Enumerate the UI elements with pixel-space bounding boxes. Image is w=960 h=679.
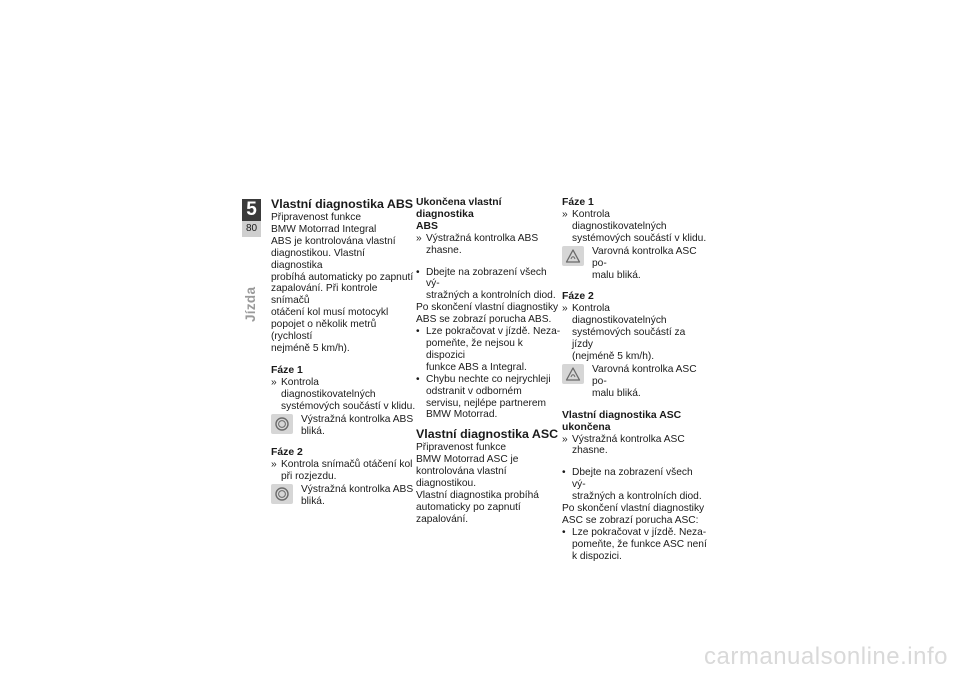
- text-line: otáčení kol musí motocykl: [271, 307, 389, 319]
- abs-intro: [271, 212, 416, 355]
- step-marker: »: [271, 376, 277, 388]
- abs-bullet-check-lamps: [416, 267, 561, 303]
- bullet-marker: •: [416, 326, 420, 338]
- abs-done-title: [416, 197, 561, 233]
- text-line: (nejméně 5 km/h).: [572, 351, 655, 363]
- asc-done-title: [562, 410, 707, 434]
- text-line: Kontrola diagnostikovatelných: [281, 376, 376, 400]
- section-title-abs: Vlastní diagnostika ABS: [271, 197, 414, 211]
- text-line: ABS se zobrazí porucha ABS.: [416, 314, 552, 326]
- text-line: popojet o několik metrů (rychlostí: [271, 319, 377, 343]
- text-line: malu bliká.: [592, 387, 641, 399]
- text-line: automaticky po zapnutí: [416, 501, 521, 513]
- step-marker: »: [562, 209, 568, 220]
- asc-bullet-continue: [562, 527, 707, 563]
- asc-phase1-title: Fáze 1: [562, 197, 594, 208]
- text-line: Varovná kontrolka ASC po-: [592, 363, 697, 387]
- text-line: zhasne.: [426, 244, 462, 256]
- text-line: Výstražná kontrolka ABS: [301, 484, 414, 496]
- text-line: ukončena: [562, 421, 611, 433]
- text-line: Výstražná kontrolka ABS: [301, 413, 414, 425]
- text-line: Kontrola snímačů otáčení kol: [281, 459, 413, 471]
- text-line: Kontrola diagnostikovatelných: [572, 303, 667, 327]
- text-line: Připravenost funkce: [416, 442, 507, 454]
- text-line: stražných a kontrolních diod.: [572, 491, 702, 503]
- text-line: BMW Motorrad ASC je: [416, 454, 519, 466]
- text-line: ABS: [416, 220, 438, 232]
- abs-warning-lamp-icon: [271, 484, 293, 504]
- text-line: systémových součástí v klidu.: [281, 400, 416, 412]
- text-line: kontrolována vlastní diagnostikou.: [416, 466, 507, 490]
- text-line: odstranit v odborném: [426, 385, 522, 397]
- column-abs-diagnostics: [271, 197, 416, 508]
- text-line: ABS je kontrolována vlastní: [271, 235, 396, 247]
- abs-bullet-continue: [416, 326, 561, 374]
- asc-intro: [416, 442, 561, 525]
- asc-phase1-step: [562, 209, 707, 245]
- text-line: Varovná kontrolka ASC po-: [592, 245, 697, 269]
- text-line: servisu, nejlépe partnerem: [426, 397, 547, 409]
- text-line: Po skončení vlastní diagnostiky: [416, 302, 559, 314]
- text-line: Dbejte na zobrazení všech vý-: [426, 266, 547, 290]
- text-line: malu bliká.: [592, 269, 641, 281]
- text-line: Vlastní diagnostika probíhá: [416, 489, 539, 501]
- abs-warning-lamp-icon: [271, 414, 293, 434]
- column-asc-phases: [562, 197, 707, 563]
- asc-phase2-step: [562, 303, 707, 363]
- text-line: Dbejte na zobrazení všech vý-: [572, 467, 693, 491]
- asc-warning-triangle-icon: [562, 364, 584, 384]
- step-marker: »: [271, 459, 277, 471]
- step-marker: »: [416, 232, 422, 244]
- chapter-number: 5: [246, 199, 257, 220]
- text-line: pomeňte, že nejsou k dispozici: [426, 337, 523, 361]
- step-marker: »: [562, 303, 568, 315]
- abs-bullet-service: [416, 374, 561, 422]
- abs-phase2-title: Fáze 2: [271, 447, 303, 459]
- text-line: Výstražná kontrolka ABS: [426, 232, 539, 244]
- abs-phase1-warning: [271, 414, 416, 438]
- watermark: carmanualsonline.info: [704, 643, 948, 670]
- column-abs-end-asc: [416, 197, 561, 526]
- text-line: probíhá automaticky po zapnutí: [271, 271, 414, 283]
- text-line: Po skončení vlastní diagnostiky: [562, 503, 705, 515]
- page-number: 80: [242, 221, 261, 237]
- text-line: zapalování. Při kontrole snímačů: [271, 283, 378, 307]
- bullet-marker: •: [416, 266, 420, 278]
- text-line: Výstražná kontrolka ASC: [572, 433, 685, 445]
- text-line: diagnostikou. Vlastní diagnostika: [271, 247, 366, 271]
- asc-warning-triangle-icon: [562, 246, 584, 266]
- text-line: pomeňte, že funkce ASC není: [572, 538, 707, 550]
- text-line: Chybu nechte co nejrychleji: [426, 373, 551, 385]
- abs-done-step: [416, 233, 561, 257]
- text-line: BMW Motorrad Integral: [271, 223, 377, 235]
- text-line: k dispozici.: [572, 550, 622, 562]
- text-line: stražných a kontrolních diod.: [426, 290, 556, 302]
- text-line: systémových součástí v klidu.: [572, 232, 707, 244]
- section-title-asc: Vlastní diagnostika ASC: [416, 427, 559, 442]
- abs-phase1-step: [271, 377, 416, 413]
- text-line: zhasne.: [572, 445, 608, 457]
- bullet-marker: •: [562, 467, 566, 479]
- text-line: Vlastní diagnostika ASC: [562, 409, 682, 421]
- chapter-tab: [242, 199, 261, 237]
- asc-phase2-title: Fáze 2: [562, 291, 594, 303]
- text-line: Lze pokračovat v jízdě. Neza-: [572, 526, 707, 538]
- text-line: bliká.: [301, 496, 325, 508]
- text-line: Ukončena vlastní diagnostika: [416, 197, 502, 220]
- text-line: funkce ABS a Integral.: [426, 361, 527, 373]
- text-line: systémových součástí za jízdy: [572, 327, 686, 351]
- abs-phase1-title: Fáze 1: [271, 364, 303, 376]
- text-line: BMW Motorrad.: [426, 409, 498, 421]
- text-line: Připravenost funkce: [271, 212, 362, 223]
- asc-bullet-check-lamps: [562, 467, 707, 503]
- asc-done-step: [562, 434, 707, 458]
- text-line: při rozjezdu.: [281, 471, 337, 483]
- text-line: bliká.: [301, 425, 325, 437]
- text-line: zapalování.: [416, 513, 469, 525]
- abs-phase2-step: [271, 459, 416, 483]
- step-marker: »: [562, 433, 568, 445]
- text-line: nejméně 5 km/h).: [271, 342, 350, 354]
- asc-after-text: [562, 503, 707, 527]
- text-line: Kontrola diagnostikovatelných: [572, 209, 667, 232]
- abs-after-text: [416, 302, 561, 326]
- text-line: ASC se zobrazí porucha ASC:: [562, 514, 699, 526]
- bullet-marker: •: [562, 526, 566, 538]
- abs-phase2-warning: [271, 484, 416, 508]
- text-line: Lze pokračovat v jízdě. Neza-: [426, 326, 561, 338]
- asc-phase1-warning: [562, 246, 707, 282]
- asc-phase2-warning: [562, 364, 707, 400]
- bullet-marker: •: [416, 373, 420, 385]
